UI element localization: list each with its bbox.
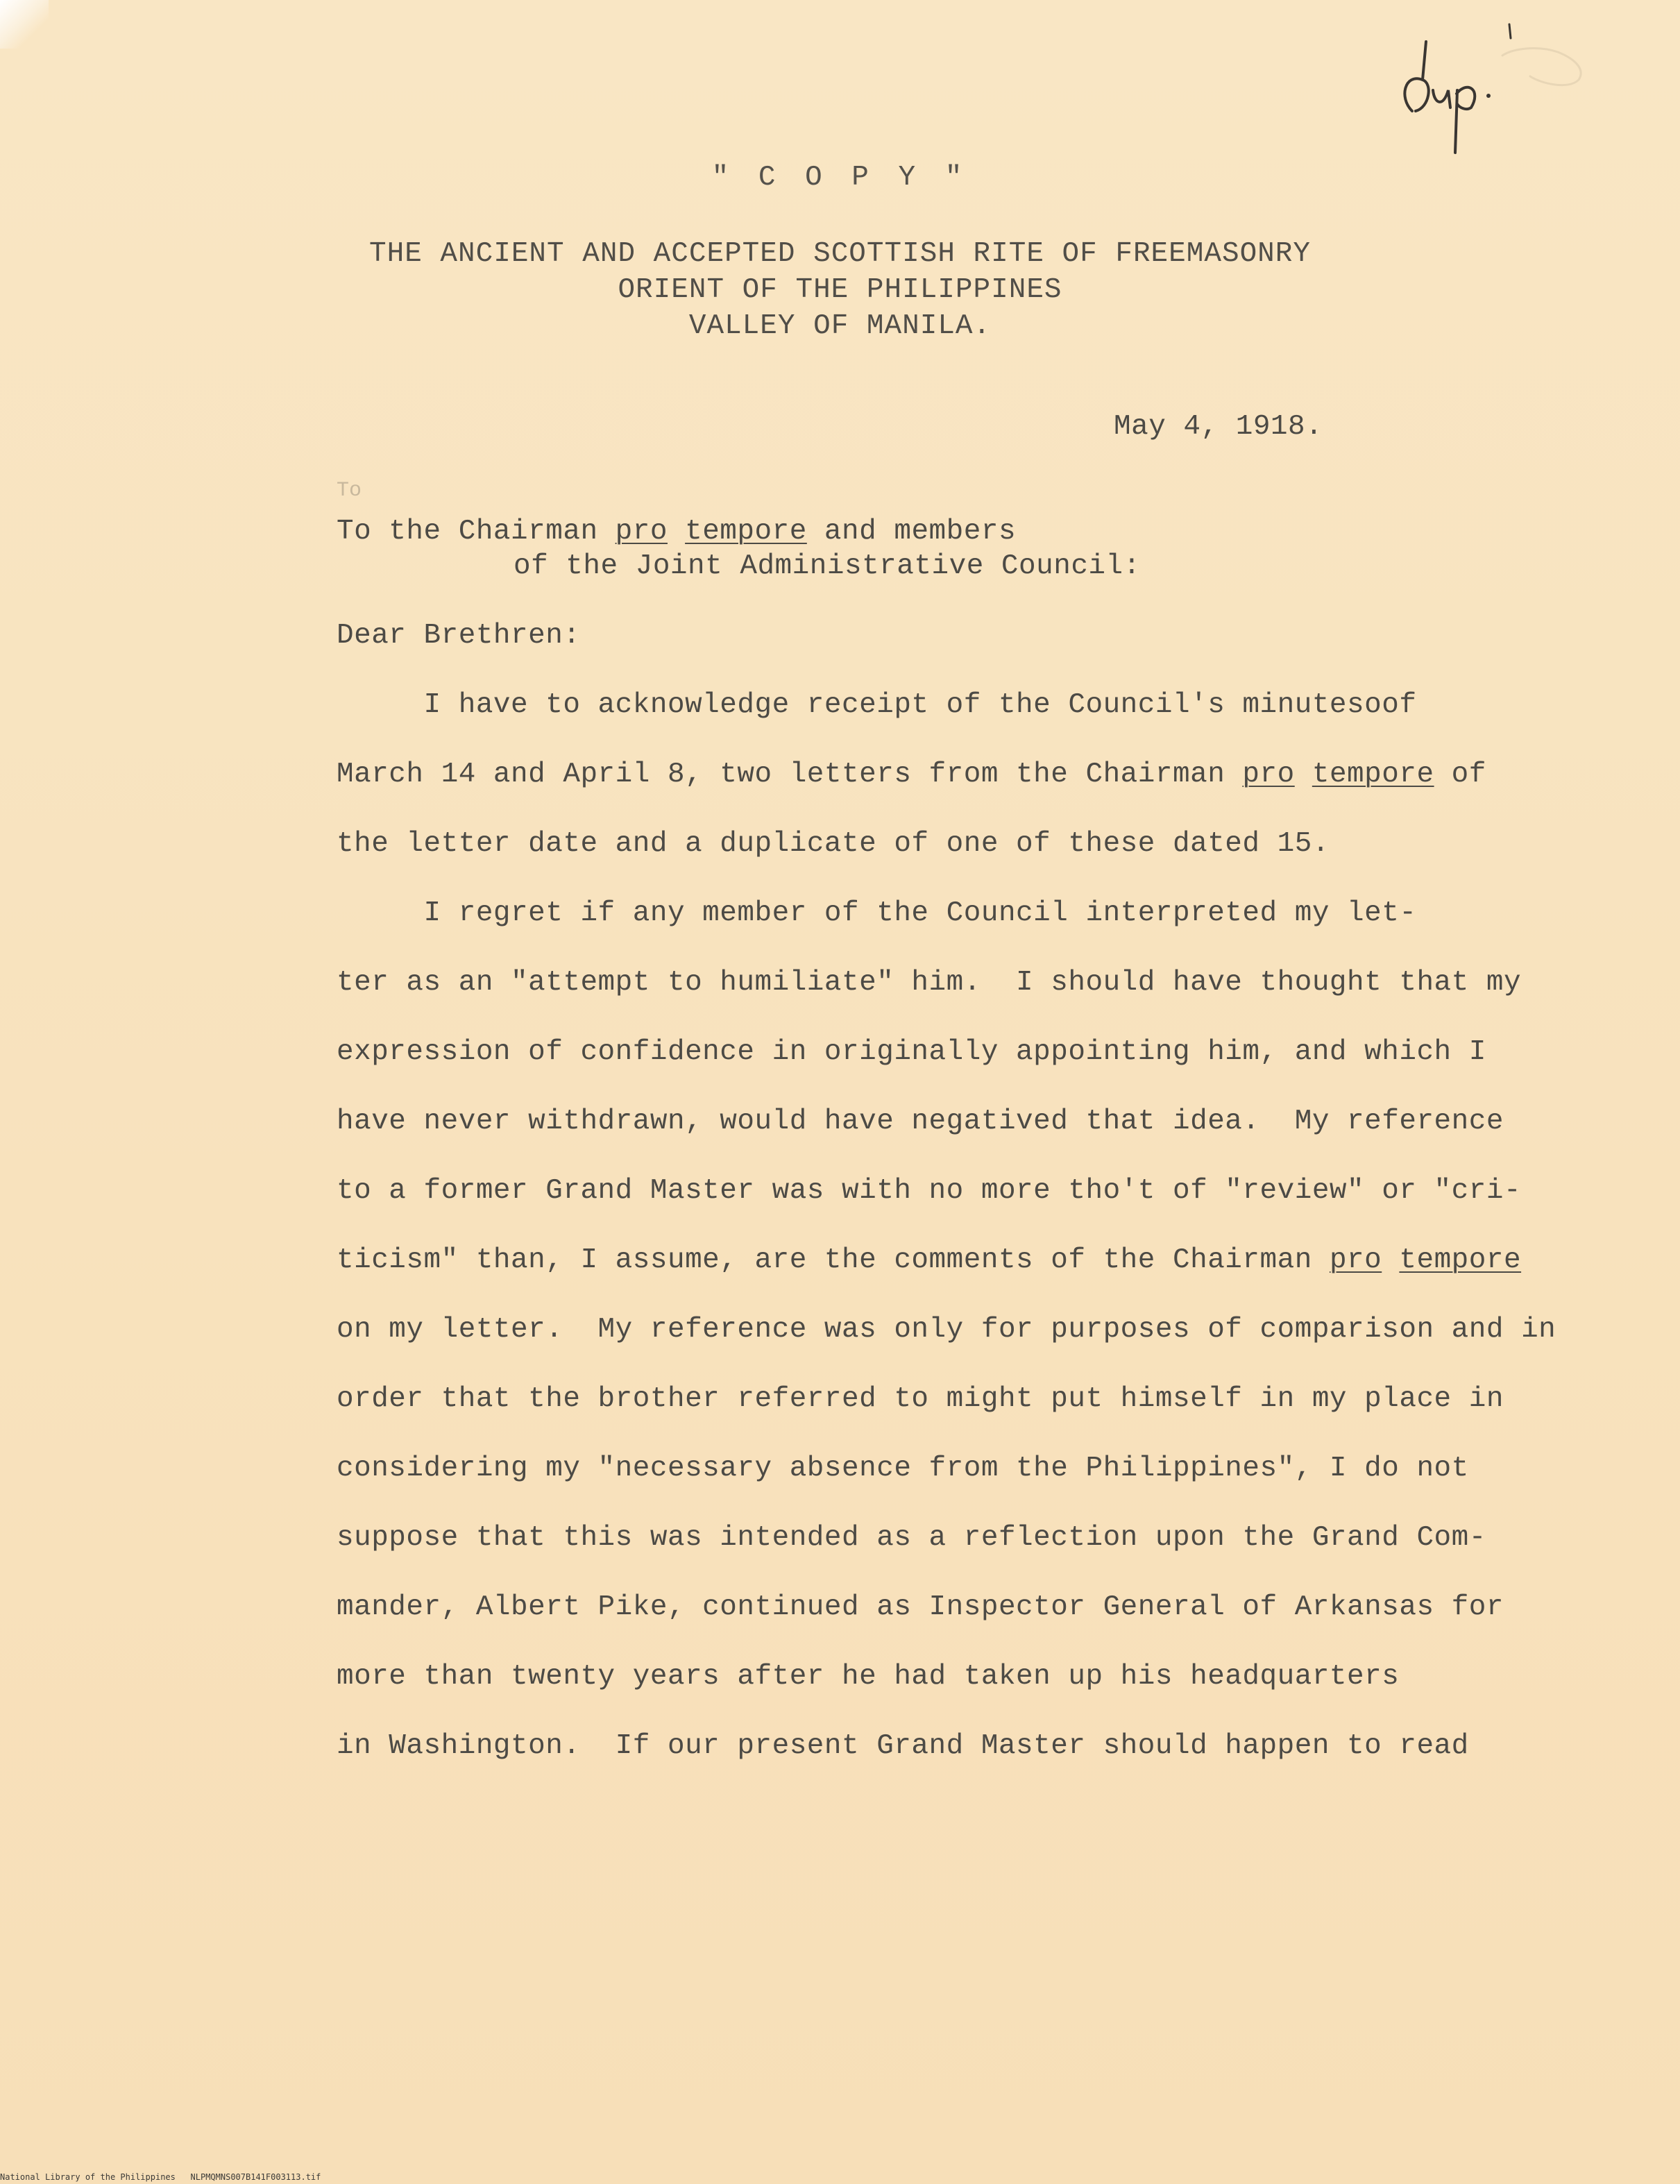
handwritten-annotation [1391, 14, 1593, 167]
letter-date: May 4, 1918. [1114, 411, 1323, 443]
body-line-16: in Washington. If our present Grand Master should happen to read [337, 1730, 1469, 1762]
archive-footer: National Library of the Philippines NLPMQMNS007B141F003113.tif [0, 2172, 321, 2182]
body-line-10: on my letter. My reference was only for purposes of comparison and in [337, 1314, 1556, 1346]
header-line-2: ORIENT OF THE PHILIPPINES [618, 274, 1062, 306]
body-line-2: March 14 and April 8, two letters from the Chairman pro tempore of [337, 759, 1486, 790]
page-corner [0, 0, 49, 49]
salutation: Dear Brethren: [337, 620, 581, 652]
faint-mark: To [337, 479, 362, 502]
body-line-11: order that the brother referred to might put himself in my place in [337, 1383, 1504, 1415]
body-line-14: mander, Albert Pike, continued as Inspector General of Arkansas for [337, 1591, 1504, 1623]
address-line-2: of the Joint Administrative Council: [514, 550, 1141, 582]
underlined-pro: pro [615, 516, 668, 548]
underlined-tempore: tempore [1399, 1244, 1522, 1276]
body-line-8: to a former Grand Master was with no more tho't of "review" or "cri- [337, 1175, 1522, 1207]
address-line-1: To the Chairman pro tempore and members [337, 516, 1017, 548]
underlined-tempore: tempore [1312, 759, 1434, 790]
handwritten-dup-signature [1391, 14, 1593, 167]
underlined-pro: pro [1329, 1244, 1382, 1276]
body-line-15: more than twenty years after he had taken up his headquarters [337, 1661, 1400, 1693]
body-line-3: the letter date and a duplicate of one of these dated 15. [337, 828, 1330, 860]
body-line-12: considering my "necessary absence from the Philippines", I do not [337, 1453, 1469, 1484]
body-line-9: ticism" than, I assume, are the comments of the Chairman pro tempore [337, 1244, 1522, 1276]
underlined-pro: pro [1242, 759, 1295, 790]
header-line-3: VALLEY OF MANILA. [688, 310, 992, 342]
body-line-7: have never withdrawn, would have negatived that idea. My reference [337, 1106, 1504, 1137]
copy-mark: " C O P Y " [711, 162, 969, 194]
underlined-tempore: tempore [685, 516, 807, 548]
header-line-1: THE ANCIENT AND ACCEPTED SCOTTISH RITE OF FREEMASONRY [368, 238, 1311, 270]
body-line-4: I regret if any member of the Council interpreted my let- [337, 897, 1417, 929]
body-line-6: expression of confidence in originally appointing him, and which I [337, 1036, 1486, 1068]
body-line-13: suppose that this was intended as a reflection upon the Grand Com- [337, 1522, 1486, 1554]
body-line-5: ter as an "attempt to humiliate" him. I should have thought that my [337, 967, 1522, 999]
body-line-1: I have to acknowledge receipt of the Council's minutesoof [337, 689, 1417, 721]
